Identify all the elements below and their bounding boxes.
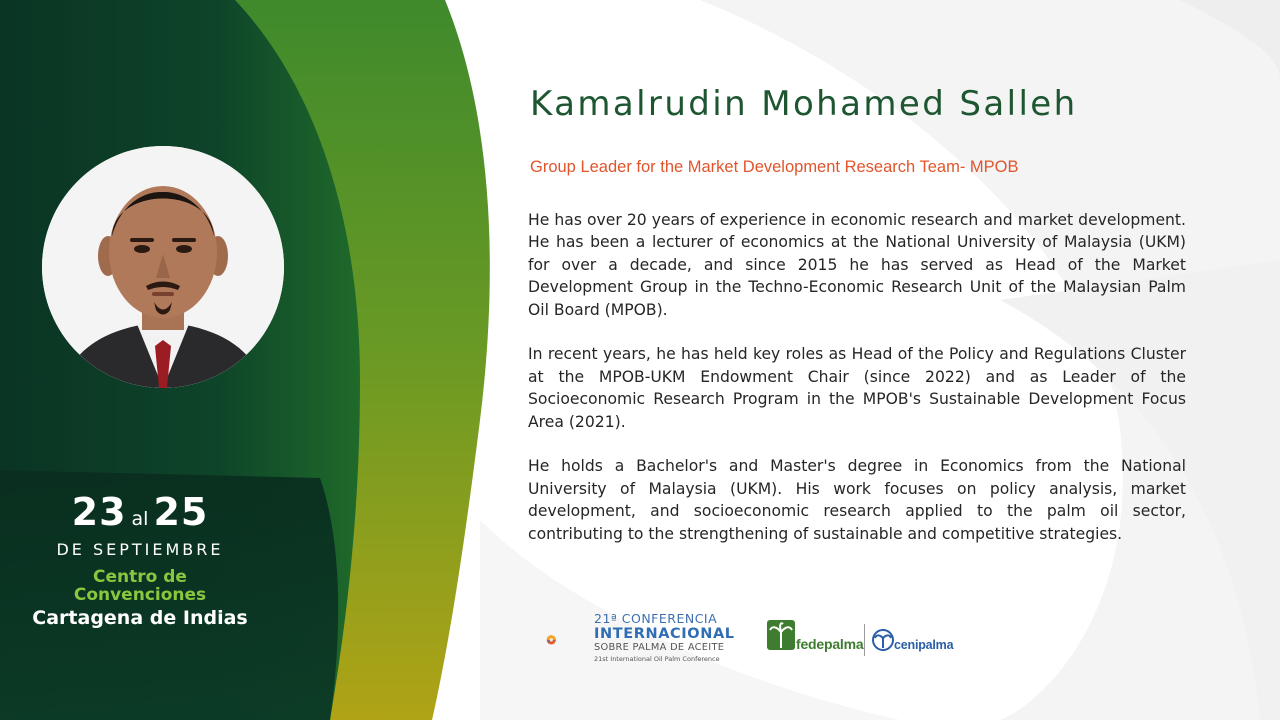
cenipalma-logo-text: cenipalma	[894, 638, 954, 652]
conf-line-2: INTERNACIONAL	[594, 625, 735, 642]
logo-divider	[864, 624, 865, 656]
event-info	[0, 490, 280, 630]
venue-line-2: Convenciones	[73, 585, 207, 605]
conference-logo-text	[594, 613, 735, 662]
conf-line-1: 21ª CONFERENCIA	[594, 611, 718, 626]
conf-line-4: 21st International Oil Palm Conference	[594, 654, 720, 663]
speaker-portrait-icon	[42, 146, 284, 388]
event-month: DE SEPTIEMBRE	[56, 540, 224, 559]
speaker-bio	[528, 209, 1186, 567]
bio-paragraph-1: He has over 20 years of experience in economic research and market development. He has been a lecturer of economics at the National University of Malaysia (UKM) for over a decade, and since 2015 he has served as Head of the Market Development Group in the Techno-Economic Research Unit of the Malaysian Palm Oil Board (MPOB).	[528, 211, 1186, 319]
speaker-name: Kamalrudin Mohamed Salleh	[530, 84, 1078, 124]
conference-logo-icon	[546, 618, 592, 664]
speaker-role: Group Leader for the Market Development Research Team- MPOB	[530, 158, 1019, 176]
event-dates	[0, 490, 280, 541]
day-end: 25	[153, 490, 209, 534]
conf-line-3: SOBRE PALMA DE ACEITE	[594, 642, 725, 653]
day-start: 23	[71, 490, 127, 534]
cenipalma-palm-icon	[872, 628, 894, 652]
fedepalma-palm-icon	[766, 618, 796, 652]
bio-paragraph-3: He holds a Bachelor's and Master's degree in Economics from the National University of Malaysia (UKM). His work focuses on policy analysis, market development, and socioeconomic research applied to the palm oil sector, contributing to the strengthening of sustainable and competitive strategies.	[528, 457, 1186, 543]
fedepalma-logo-text: fedepalma	[796, 636, 864, 652]
speaker-photo	[42, 146, 284, 388]
bio-paragraph-2: In recent years, he has held key roles as Head of the Policy and Regulations Cluster at the MPOB-UKM Endowment Chair (since 2022) and as Leader of the Socioeconomic Research Program in the MPOB's Sustainable Development Focus Area (2021).	[528, 345, 1186, 431]
day-connector: al	[131, 508, 149, 530]
venue-line-1: Centro de	[93, 567, 187, 587]
event-city: Cartagena de Indias	[32, 607, 248, 629]
